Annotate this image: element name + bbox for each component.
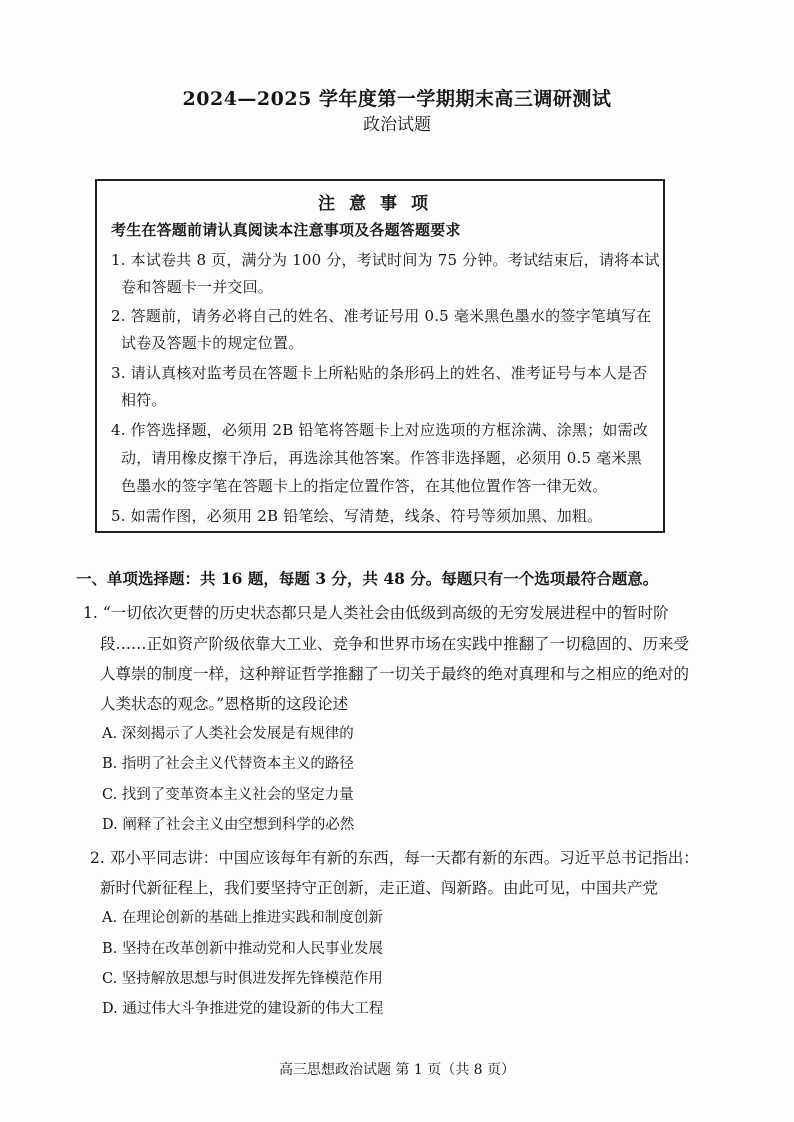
question-2-option-a: A. 在理论创新的基础上推进实践和制度创新 — [102, 910, 383, 926]
page-footer: 高三思想政治试题 第 1 页（共 8 页） — [278, 1062, 516, 1078]
notice-line: 3. 请认真核对监考员在答题卡上所粘贴的条形码上的姓名、准考证号与本人是否 — [111, 364, 648, 382]
notice-line: 1. 本试卷共 8 页，满分为 100 分，考试时间为 75 分钟。考试结束后，请将本试 — [111, 251, 660, 269]
exam-title: 2024—2025 学年度第一学期期末高三调研测试 — [182, 88, 612, 110]
notice-line: 5. 如需作图，必须用 2B 铅笔绘、写清楚，线条、符号等须加黑、加粗。 — [111, 507, 603, 525]
question-2-option-d: D. 通过伟大斗争推进党的建设新的伟大工程 — [102, 1001, 384, 1017]
notice-line: 4. 作答选择题，必须用 2B 铅笔将答题卡上对应选项的方框涂满、涂黑；如需改 — [111, 421, 648, 439]
question-2-option-c: C. 坚持解放思想与时俱进发挥先锋模范作用 — [102, 971, 383, 987]
notice-line: 色墨水的签字笔在答题卡上的指定位置作答，在其他位置作答一律无效。 — [121, 477, 608, 495]
notice-line: 2. 答题前，请务必将自己的姓名、准考证号用 0.5 毫米黑色墨水的签字笔填写在 — [111, 307, 652, 325]
question-2-option-b: B. 坚持在改革创新中推动党和人民事业发展 — [102, 941, 383, 957]
notice-box — [95, 179, 665, 533]
question-1-line: 段……正如资产阶级依靠大工业、竞争和世界市场在实践中推翻了一切稳固的、历来受 — [100, 635, 690, 653]
question-1-line: 1. “一切依次更替的历史状态都只是人类社会由低级到高级的无穷发展进程中的暂时阶 — [83, 604, 669, 622]
question-1-line: 人类状态的观念。”恩格斯的这段论述 — [100, 695, 349, 713]
notice-line: 相符。 — [121, 391, 167, 409]
notice-line: 动，请用橡皮擦干净后，再选涂其他答案。作答非选择题，必须用 0.5 毫米黑 — [121, 449, 642, 467]
question-1-option-a: A. 深刻揭示了人类社会发展是有规律的 — [102, 726, 354, 742]
question-2-line: 新时代新征程上，我们要坚持守正创新，走正道、闯新路。由此可见，中国共产党 — [100, 879, 659, 897]
question-2-line: 2. 邓小平同志讲：中国应该每年有新的东西，每一天都有新的东西。习近平总书记指出： — [90, 849, 699, 867]
question-1-option-b: B. 指明了社会主义代替资本主义的路径 — [102, 756, 354, 772]
section-heading: 一、单项选择题：共 16 题，每题 3 分，共 48 分。每题只有一个选项最符合题意。 — [76, 569, 659, 588]
question-1-option-d: D. 阐释了社会主义由空想到科学的必然 — [102, 817, 355, 833]
notice-title: 注意事项 — [318, 194, 442, 214]
exam-subtitle: 政治试题 — [363, 115, 431, 135]
notice-line: 卷和答题卡一并交回。 — [121, 278, 274, 296]
notice-line: 试卷及答题卡的规定位置。 — [121, 334, 304, 352]
question-1-line: 人尊崇的制度一样，这种辩证哲学推翻了一切关于最终的绝对真理和与之相应的绝对的 — [100, 665, 690, 683]
question-1-option-c: C. 找到了变革资本主义社会的坚定力量 — [102, 787, 354, 803]
notice-intro: 考生在答题前请认真阅读本注意事项及各题答题要求 — [111, 221, 461, 239]
